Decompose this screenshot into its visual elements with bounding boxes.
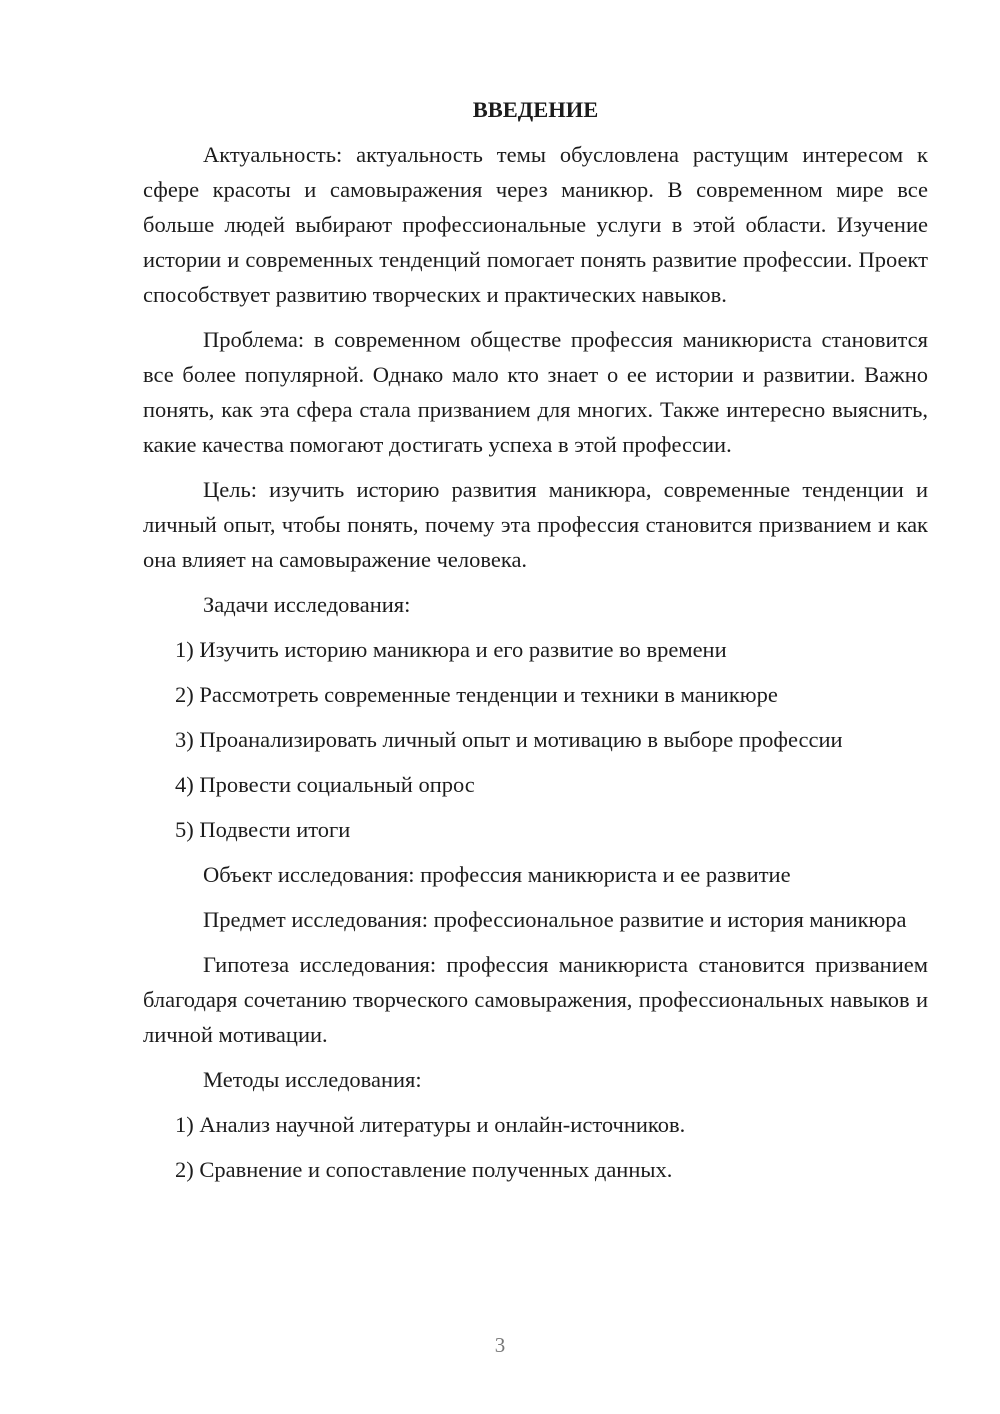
tasks-label: Задачи исследования: — [203, 592, 411, 617]
task-item: 3) Проанализировать личный опыт и мотивацию в выборе профессии — [175, 727, 843, 752]
research-object: Объект исследования: профессия маникюриста и ее развитие — [203, 862, 791, 887]
section-heading: ВВЕДЕНИЕ — [472, 97, 599, 122]
relevance-paragraph: Актуальность: актуальность темы обусловлена растущим интересом к сфере красоты и самовыражения через маникюр. В современном мире все больше людей выбирают профессиональные услуги в этой области. Изучение истории и современных тенденций помогает понять развитие профессии. Проект способствует развитию творческих и практических навыков. — [143, 142, 928, 307]
problem-paragraph: Проблема: в современном обществе профессия маникюриста становится все более популярной. Однако мало кто знает о ее истории и развитии. Важно понять, как эта сфера стала призванием для многих. Также интересно выяснить, какие качества помогают достигать успеха в этой профессии. — [143, 327, 928, 457]
research-subject: Предмет исследования: профессиональное развитие и история маникюра — [203, 907, 907, 932]
method-item: 2) Сравнение и сопоставление полученных данных. — [175, 1157, 673, 1182]
task-item: 1) Изучить историю маникюра и его развитие во времени — [175, 637, 727, 662]
document-page — [143, 92, 928, 1197]
research-hypothesis: Гипотеза исследования: профессия маникюриста становится призванием благодаря сочетанию творческого самовыражения, профессиональных навыков и личной мотивации. — [143, 952, 928, 1047]
task-item: 5) Подвести итоги — [175, 817, 351, 842]
page-number: 3 — [494, 1333, 506, 1357]
methods-label: Методы исследования: — [203, 1067, 422, 1092]
task-item: 4) Провести социальный опрос — [175, 772, 475, 797]
goal-paragraph: Цель: изучить историю развития маникюра, современные тенденции и личный опыт, чтобы понять, почему эта профессия становится призванием и как она влияет на самовыражение человека. — [143, 477, 928, 572]
task-item: 2) Рассмотреть современные тенденции и техники в маникюре — [175, 682, 778, 707]
method-item: 1) Анализ научной литературы и онлайн-источников. — [175, 1112, 686, 1137]
